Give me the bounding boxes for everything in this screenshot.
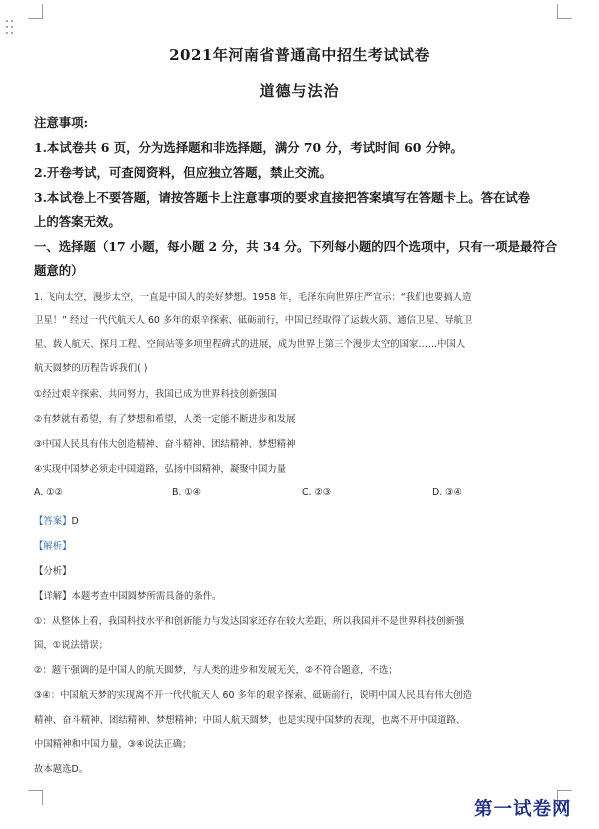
question-stem-line: 航天圆梦的历程告诉我们( ) xyxy=(34,363,148,374)
notes-item: 上的答案无效。 xyxy=(34,214,121,229)
option-b: B. ①④ xyxy=(172,487,202,498)
answer-tag: 【答案】 xyxy=(34,516,72,527)
notes-item: 2.开卷考试，可查阅资料，但应独立答题，禁止交流。 xyxy=(34,165,332,180)
notes-item: 1.本试卷共 6 页，分为选择题和非选择题，满分 70 分，考试时间 60 分钟。 xyxy=(34,140,463,155)
analysis-tag: 【解析】 xyxy=(34,541,72,552)
answer-line xyxy=(34,513,79,527)
question-stem-line: 卫星！” 经过一代代航天人 60 多年的艰辛探索、砥砺前行，中国已经取得了运载火箭、通信卫星、导航卫 xyxy=(34,315,473,326)
section-heading: 一、选择题（17 小题，每小题 2 分，共 34 分。下列每小题的四个选项中，只有一项是最符合 xyxy=(34,239,558,254)
option-d: D. ③④ xyxy=(432,487,462,498)
statement: ①经过艰辛探索、共同努力，我国已成为世界科技创新强国 xyxy=(34,389,277,400)
drag-handle-icon[interactable] xyxy=(6,20,14,38)
explain-line: ③④：中国航天梦的实现离不开一代代航天人 60 多年的艰辛探索、砥砺前行，说明中国人民具有伟大创造 xyxy=(34,690,472,701)
explain-line: 中国精神和中国力量，③④说法正确； xyxy=(34,739,192,750)
page-subtitle: 道德与法治 xyxy=(259,82,340,100)
statement: ④实现中国梦必须走中国道路，弘扬中国精神，凝聚中国力量 xyxy=(34,464,287,475)
statement: ③中国人民具有伟大创造精神、奋斗精神、团结精神、梦想精神 xyxy=(34,439,296,450)
answer-value: D xyxy=(71,516,79,527)
option-a: A. ①② xyxy=(34,487,64,498)
option-c: C. ②③ xyxy=(302,487,332,498)
corner-mark-top-left xyxy=(28,4,43,19)
corner-mark-top-right xyxy=(557,4,572,19)
section-heading-cont: 题意的） xyxy=(34,263,84,278)
corner-mark-bottom-left xyxy=(28,790,43,805)
page-title: 2021年河南省普通高中招生考试试卷 xyxy=(169,46,430,64)
explain-text: 本题考查中国圆梦所需具备的条件。 xyxy=(71,591,222,602)
explain-line: 精神、奋斗精神、团结精神、梦想精神；中国人航天圆梦，也是实现中国梦的表现，也离不开中国道路、 xyxy=(34,715,466,726)
notes-item: 3.本试卷上不要答题，请按答题卡上注意事项的要求直接把答案填写在答题卡上。答在试卷 xyxy=(34,190,531,205)
watermark-logo: 第一试卷网 xyxy=(474,799,572,820)
explain-line: ②：题干强调的是中国人的航天圆梦，与人类的进步和发展无关，②不符合题意，不选； xyxy=(34,665,398,676)
explain-tag: 【详解】 xyxy=(34,591,72,602)
question-stem-line: 星、载人航天、探月工程、空间站等多项里程碑式的进展，成为世界上第三个漫步太空的国家……中国人 xyxy=(34,339,466,350)
statement: ②有梦就有希望，有了梦想和希望，人类一定能不断进步和发展 xyxy=(34,414,296,425)
question-stem-line: 1. 飞向太空，漫步太空，一直是中国人的美好梦想。1958 年，毛泽东向世界庄严宣示：“我们也要搞人造 xyxy=(34,292,472,303)
analysis-header: 【分析】 xyxy=(34,566,72,577)
explain-line: 故本题选D。 xyxy=(34,764,89,775)
explain-line: 国，①说法错误； xyxy=(34,640,109,651)
explain-line: ①：从整体上看，我国科技水平和创新能力与发达国家还存在较大差距，所以我国并不是世界科技创新强 xyxy=(34,616,465,627)
notes-heading: 注意事项: xyxy=(34,115,89,130)
explain-line xyxy=(34,588,222,602)
